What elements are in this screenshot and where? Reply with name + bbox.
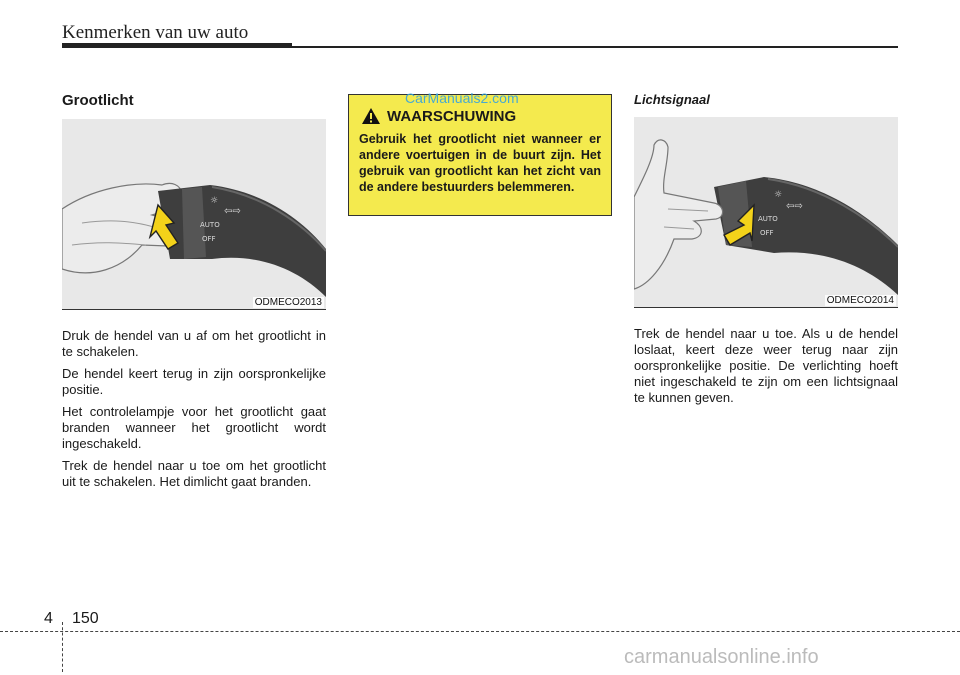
footer-divider xyxy=(62,622,63,672)
photo-code-label: ODMECO2013 xyxy=(254,297,322,308)
watermark-bottom: carmanualsonline.info xyxy=(624,646,819,668)
svg-text:⇦⇨: ⇦⇨ xyxy=(786,201,803,212)
svg-text:OFF: OFF xyxy=(202,235,216,243)
photo-underline xyxy=(634,307,898,308)
high-beam-text xyxy=(62,328,326,490)
paragraph: Druk de hendel van u af om het grootlicht in te schakelen. xyxy=(62,328,326,359)
footer-rule xyxy=(0,631,960,632)
svg-text:AUTO: AUTO xyxy=(200,221,220,229)
svg-text:OFF: OFF xyxy=(760,229,774,237)
photo-code-label: ODMECO2014 xyxy=(826,295,894,306)
svg-text:☼: ☼ xyxy=(210,196,219,206)
flash-signal-photo xyxy=(634,117,898,307)
flash-signal-text xyxy=(634,326,898,406)
lever-pull-illustration xyxy=(634,117,898,307)
section-title-high-beam: Grootlicht xyxy=(62,92,134,109)
column-flash-signal xyxy=(634,92,898,412)
warning-box xyxy=(348,94,612,216)
chapter-title: Kenmerken van uw auto xyxy=(62,22,249,43)
svg-text:AUTO: AUTO xyxy=(758,215,778,223)
column-high-beam xyxy=(62,92,326,496)
lever-push-illustration xyxy=(62,119,326,309)
watermark-top: CarManuals2.com xyxy=(405,90,519,106)
high-beam-photo xyxy=(62,119,326,309)
page-number: 150 xyxy=(72,610,99,627)
paragraph: Trek de hendel naar u toe om het grootlicht uit te schakelen. Het dimlicht gaat branden. xyxy=(62,458,326,489)
warning-triangle-icon xyxy=(361,107,381,125)
warning-title: WAARSCHUWING xyxy=(387,107,517,125)
section-title-flash-signal: Lichtsignaal xyxy=(634,92,710,107)
photo-underline xyxy=(62,309,326,310)
paragraph: Het controlelampje voor het grootlicht gaat branden wanneer het grootlicht wordt ingeschakeld. xyxy=(62,404,326,451)
paragraph: De hendel keert terug in zijn oorspronkelijke positie. xyxy=(62,366,326,397)
svg-text:☼: ☼ xyxy=(774,190,783,200)
svg-text:⇦⇨: ⇦⇨ xyxy=(224,206,241,217)
warning-text: Gebruik het grootlicht niet wanneer er andere voertuigen in de buurt zijn. Het gebruik van grootlicht kan het zicht van de andere bestuurders belemmeren. xyxy=(359,132,601,194)
chapter-number: 4 xyxy=(44,610,53,627)
header-rule xyxy=(62,46,898,48)
paragraph: Trek de hendel naar u toe. Als u de hendel loslaat, keert deze weer terug naar zijn oorspronkelijke positie. De verlichting hoeft niet ingeschakeld te zijn om een lichtsignaal te kunnen geven. xyxy=(634,326,898,405)
